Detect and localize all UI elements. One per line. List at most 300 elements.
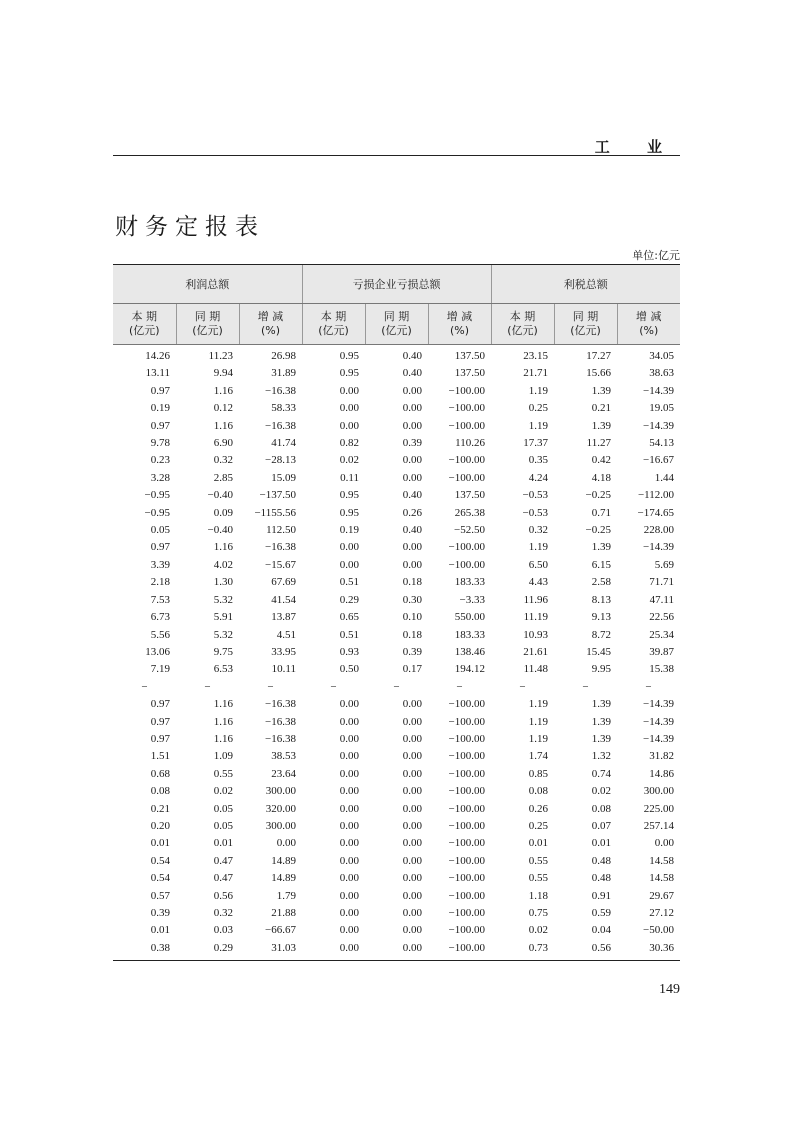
column-header-unit: (亿元) xyxy=(507,324,538,337)
table-cell: 5.56 xyxy=(150,628,170,641)
table-cell: −100.00 xyxy=(448,907,486,919)
table-cell: 1.19 xyxy=(528,419,549,432)
table-cell: 58.33 xyxy=(271,402,296,415)
table-cell: 0.03 xyxy=(213,924,233,937)
table-cell: 0.00 xyxy=(339,750,359,763)
table-cell: 23.64 xyxy=(271,767,296,780)
table-cell: 137.50 xyxy=(454,489,486,502)
table-row xyxy=(113,888,680,905)
table-cell: −16.38 xyxy=(265,698,296,711)
table-cell: 0.95 xyxy=(339,350,359,362)
table-cell: 0.30 xyxy=(402,593,422,606)
table-cell: 0.95 xyxy=(339,489,359,502)
table-cell: −100.00 xyxy=(428,940,491,961)
table-cell: 0.73 xyxy=(491,940,554,961)
table-cell: 0.01 xyxy=(591,837,612,850)
table-cell: 0.40 xyxy=(402,350,422,362)
table-cell: 300.00 xyxy=(265,785,296,798)
sub-header-row xyxy=(113,304,680,345)
table-cell: 0.57 xyxy=(150,889,170,902)
table-cell: 0.00 xyxy=(339,907,359,919)
table-cell: 1.39 xyxy=(591,715,612,728)
table-cell: 0.93 xyxy=(339,645,359,658)
table-cell: 265.38 xyxy=(454,506,486,519)
table-cell: 2.18 xyxy=(150,576,170,589)
table-row xyxy=(113,870,680,887)
table-cell: −14.39 xyxy=(643,732,675,745)
table-cell: 1.39 xyxy=(591,541,612,554)
table-cell: 41.74 xyxy=(271,437,296,450)
column-header-label: 本 期 xyxy=(509,310,536,323)
table-cell: 0.00 xyxy=(302,940,365,961)
table-row xyxy=(113,365,680,382)
table-cell: 0.51 xyxy=(339,628,359,641)
table-cell: −0.40 xyxy=(207,524,233,537)
table-row xyxy=(113,922,680,939)
table-cell: 0.00 xyxy=(339,819,359,832)
column-header-label: 同 期 xyxy=(383,310,410,323)
table-cell: 14.58 xyxy=(649,854,675,867)
table-cell: 0.54 xyxy=(150,872,170,885)
table-cell: 1.16 xyxy=(213,419,233,432)
table-cell: 0.05 xyxy=(213,802,233,815)
table-cell: 0.00 xyxy=(402,907,422,919)
table-row xyxy=(113,470,680,487)
table-cell: 0.07 xyxy=(591,819,612,832)
table-row xyxy=(113,818,680,835)
table-cell: 0.32 xyxy=(213,454,233,467)
table-cell: 225.00 xyxy=(643,802,675,815)
table-cell: 0.00 xyxy=(402,872,422,885)
table-row xyxy=(113,661,680,678)
column-header-unit: (亿元) xyxy=(381,324,412,337)
table-cell: 0.97 xyxy=(150,732,170,745)
table-cell: 14.89 xyxy=(271,872,296,885)
table-cell: 0.00 xyxy=(339,698,359,711)
table-cell: 3.39 xyxy=(150,558,170,571)
table-cell: 1.39 xyxy=(591,419,612,432)
column-header xyxy=(176,304,239,345)
table-row xyxy=(113,853,680,870)
group-header-row xyxy=(113,265,680,304)
table-cell: 5.32 xyxy=(213,628,233,641)
table-cell: −100.00 xyxy=(448,715,486,728)
table-cell: 112.50 xyxy=(266,524,296,537)
table-cell: 14.58 xyxy=(649,872,675,885)
table-cell: 6.50 xyxy=(528,558,549,571)
table-cell: 0.00 xyxy=(402,402,422,415)
table-cell: 14.89 xyxy=(271,854,296,867)
table-cell: −14.39 xyxy=(643,419,675,432)
header-rule xyxy=(113,155,680,156)
table-cell: 0.38 xyxy=(113,940,176,961)
table-cell: 25.34 xyxy=(649,628,675,641)
table-cell: 10.93 xyxy=(523,628,549,641)
column-header xyxy=(302,304,365,345)
table-cell: 21.71 xyxy=(523,367,549,380)
table-cell: 1.19 xyxy=(528,732,549,745)
table-cell: 0.00 xyxy=(402,854,422,867)
table-cell: −14.39 xyxy=(643,384,675,397)
table-cell: −100.00 xyxy=(448,889,486,902)
table-cell: 0.00 xyxy=(339,837,359,850)
table-cell: −15.67 xyxy=(265,558,296,571)
table-cell: 6.73 xyxy=(150,611,170,624)
table-row xyxy=(113,418,680,435)
table-cell: 0.20 xyxy=(150,819,170,832)
table-cell: −0.53 xyxy=(522,506,549,519)
table-cell: 0.00 xyxy=(654,837,675,850)
table-cell: 0.00 xyxy=(365,940,428,961)
column-header xyxy=(554,304,617,345)
table-row xyxy=(113,539,680,556)
table-cell: 21.61 xyxy=(523,645,549,658)
table-cell: 1.19 xyxy=(528,698,549,711)
table-cell: 67.69 xyxy=(271,576,296,589)
column-header xyxy=(113,304,176,345)
table-cell: − xyxy=(456,680,463,693)
table-cell: 0.02 xyxy=(591,785,612,798)
table-cell: 1.19 xyxy=(528,715,549,728)
table-cell: − xyxy=(204,680,211,693)
table-cell: 4.51 xyxy=(276,628,296,641)
table-cell: −16.38 xyxy=(265,419,296,432)
table-cell: −100.00 xyxy=(448,767,486,780)
table-cell: −3.33 xyxy=(459,593,486,606)
table-cell: 11.23 xyxy=(208,350,233,362)
table-cell: − xyxy=(645,680,652,693)
table-cell: 0.21 xyxy=(591,402,612,415)
table-cell: −100.00 xyxy=(448,732,486,745)
table-cell: 0.74 xyxy=(591,767,612,780)
column-header xyxy=(239,304,302,345)
table-cell: 26.98 xyxy=(271,350,296,362)
table-cell: −0.40 xyxy=(207,489,233,502)
column-header xyxy=(617,304,680,345)
table-cell: 0.00 xyxy=(402,541,422,554)
table-cell: 1.30 xyxy=(213,576,233,589)
table-cell: 10.11 xyxy=(271,663,296,676)
table-cell: 7.53 xyxy=(150,593,170,606)
table-cell: 1.19 xyxy=(528,384,549,397)
table-cell: 0.00 xyxy=(339,384,359,397)
page-title: 财务定报表 xyxy=(115,214,265,241)
table-row xyxy=(113,383,680,400)
table-cell: 0.55 xyxy=(528,854,549,867)
table-cell: 0.00 xyxy=(402,767,422,780)
table-cell: 0.00 xyxy=(402,419,422,432)
table-cell: 0.01 xyxy=(213,837,233,850)
table-cell: 0.00 xyxy=(402,384,422,397)
table-cell: 0.39 xyxy=(150,907,170,919)
column-header xyxy=(365,304,428,345)
table-cell: −100.00 xyxy=(448,750,486,763)
table-row xyxy=(113,679,680,696)
table-cell: 0.97 xyxy=(150,715,170,728)
table-cell: 5.91 xyxy=(213,611,233,624)
table-cell: 0.00 xyxy=(402,924,422,937)
table-cell: 1.16 xyxy=(213,384,233,397)
table-row xyxy=(113,783,680,800)
table-cell: 0.25 xyxy=(528,402,549,415)
table-cell: 4.18 xyxy=(591,471,612,484)
table-cell: −100.00 xyxy=(448,802,486,815)
table-cell: 0.54 xyxy=(150,854,170,867)
table-row xyxy=(113,940,680,961)
table-cell: −16.38 xyxy=(265,732,296,745)
table-cell: 138.46 xyxy=(454,645,486,658)
table-cell: 1.44 xyxy=(654,471,675,484)
table-row xyxy=(113,696,680,713)
table-cell: 0.19 xyxy=(339,524,359,537)
column-header-unit: (%) xyxy=(449,324,470,337)
table-cell: 0.00 xyxy=(402,889,422,902)
table-cell: 0.55 xyxy=(213,767,233,780)
table-cell: − xyxy=(519,680,526,693)
table-cell: 0.97 xyxy=(150,541,170,554)
group-header: 利润总额 xyxy=(113,265,302,304)
table-cell: 0.02 xyxy=(528,924,549,937)
table-cell: −16.38 xyxy=(265,541,296,554)
table-cell: 0.85 xyxy=(528,767,549,780)
column-header-unit: (亿元) xyxy=(192,324,223,337)
table-cell: 15.09 xyxy=(271,471,296,484)
table-cell: 0.56 xyxy=(554,940,617,961)
table-cell: − xyxy=(267,680,274,693)
table-cell: 1.39 xyxy=(591,732,612,745)
table-cell: 0.71 xyxy=(591,506,612,519)
table-cell: 2.58 xyxy=(591,576,612,589)
table-cell: 300.00 xyxy=(265,819,296,832)
table-cell: 0.05 xyxy=(213,819,233,832)
table-cell: 0.05 xyxy=(150,524,170,537)
table-cell: 0.00 xyxy=(339,541,359,554)
table-cell: 0.91 xyxy=(591,889,612,902)
table-cell: 22.56 xyxy=(649,611,675,624)
table-cell: 3.28 xyxy=(150,471,170,484)
table-cell: 0.00 xyxy=(402,819,422,832)
table-row xyxy=(113,435,680,452)
table-cell: 0.21 xyxy=(150,802,170,815)
table-cell: 17.37 xyxy=(523,437,549,450)
table-cell: 21.88 xyxy=(271,907,296,919)
table-cell: 0.00 xyxy=(339,419,359,432)
table-cell: 0.08 xyxy=(591,802,612,815)
table-cell: 0.00 xyxy=(402,837,422,850)
table-cell: 0.12 xyxy=(213,402,233,415)
table-row xyxy=(113,714,680,731)
table-cell: 31.03 xyxy=(239,940,302,961)
table-cell: 0.00 xyxy=(339,854,359,867)
table-cell: 183.33 xyxy=(454,628,486,641)
table-row xyxy=(113,400,680,417)
table-row xyxy=(113,627,680,644)
table-cell: 0.47 xyxy=(213,872,233,885)
table-cell: 0.97 xyxy=(150,698,170,711)
table-cell: 0.00 xyxy=(339,715,359,728)
table-cell: −100.00 xyxy=(448,785,486,798)
table-row xyxy=(113,609,680,626)
table-row xyxy=(113,505,680,522)
table-cell: 6.15 xyxy=(591,558,612,571)
table-cell: 0.11 xyxy=(340,471,359,484)
table-cell: 4.24 xyxy=(528,471,549,484)
table-cell: 1.74 xyxy=(528,750,549,763)
table-cell: −100.00 xyxy=(448,837,486,850)
table-cell: −100.00 xyxy=(448,471,486,484)
table-cell: 0.82 xyxy=(339,437,359,450)
table-cell: 257.14 xyxy=(643,819,675,832)
table-cell: 6.53 xyxy=(213,663,233,676)
table-cell: −100.00 xyxy=(448,419,486,432)
table-cell: 0.17 xyxy=(402,663,422,676)
table-cell: 9.94 xyxy=(213,367,233,380)
table-cell: 29.67 xyxy=(649,889,675,902)
table-cell: 9.95 xyxy=(591,663,612,676)
table-cell: 0.55 xyxy=(528,872,549,885)
table-cell: 183.33 xyxy=(454,576,486,589)
table-cell: 0.26 xyxy=(402,506,422,519)
table-cell: 31.89 xyxy=(271,367,296,380)
table-row xyxy=(113,748,680,765)
table-cell: 228.00 xyxy=(643,524,675,537)
financial-report-table xyxy=(113,264,680,961)
table-cell: −1155.56 xyxy=(254,506,296,519)
table-cell: 39.87 xyxy=(649,645,675,658)
table-cell: 0.50 xyxy=(339,663,359,676)
table-cell: 14.86 xyxy=(649,767,675,780)
table-cell: 0.00 xyxy=(339,785,359,798)
table-cell: −50.00 xyxy=(643,924,675,937)
table-cell: 11.27 xyxy=(586,437,612,450)
table-cell: 0.00 xyxy=(339,767,359,780)
column-header-label: 本 期 xyxy=(131,310,157,323)
table-cell: 1.16 xyxy=(213,698,233,711)
table-cell: −137.50 xyxy=(259,489,296,502)
table-cell: 1.16 xyxy=(213,732,233,745)
column-header-label: 同 期 xyxy=(572,310,599,323)
table-cell: 1.19 xyxy=(528,541,549,554)
table-row xyxy=(113,592,680,609)
table-row xyxy=(113,835,680,852)
table-cell: 0.68 xyxy=(150,767,170,780)
table-cell: −100.00 xyxy=(448,872,486,885)
table-cell: 0.00 xyxy=(339,802,359,815)
table-cell: 194.12 xyxy=(454,663,486,676)
table-row xyxy=(113,345,680,366)
table-cell: 11.96 xyxy=(523,593,549,606)
table-cell: −0.95 xyxy=(144,506,170,519)
table-row xyxy=(113,766,680,783)
column-header xyxy=(491,304,554,345)
table-cell: 41.54 xyxy=(271,593,296,606)
table-cell: 47.11 xyxy=(649,593,675,606)
table-cell: 0.00 xyxy=(339,732,359,745)
table-cell: −0.25 xyxy=(585,489,612,502)
table-cell: 2.85 xyxy=(213,471,233,484)
table-cell: 0.48 xyxy=(591,872,612,885)
table-row xyxy=(113,801,680,818)
table-row xyxy=(113,644,680,661)
table-cell: 550.00 xyxy=(454,611,486,624)
table-cell: 6.90 xyxy=(213,437,233,450)
table-cell: 0.01 xyxy=(528,837,549,850)
table-cell: 1.18 xyxy=(528,889,549,902)
table-cell: 0.18 xyxy=(402,628,422,641)
table-cell: 0.95 xyxy=(339,367,359,380)
table-cell: 17.27 xyxy=(586,350,612,362)
table-cell: 0.00 xyxy=(402,698,422,711)
table-cell: 0.95 xyxy=(339,506,359,519)
column-header-unit: (亿元) xyxy=(318,324,349,337)
table-cell: 0.48 xyxy=(591,854,612,867)
table-cell: − xyxy=(141,680,148,693)
column-header xyxy=(428,304,491,345)
table-cell: 0.75 xyxy=(528,907,549,919)
table-cell: 30.36 xyxy=(617,940,680,961)
table-row xyxy=(113,487,680,504)
table-cell: 7.19 xyxy=(150,663,170,676)
table-cell: 9.13 xyxy=(591,611,612,624)
table-cell: 11.19 xyxy=(523,611,549,624)
table-cell: 0.08 xyxy=(528,785,549,798)
table-cell: 0.47 xyxy=(213,854,233,867)
table-cell: 0.00 xyxy=(339,402,359,415)
table-cell: 0.00 xyxy=(402,558,422,571)
column-header-unit: (亿元) xyxy=(570,324,601,337)
table-cell: 0.23 xyxy=(150,454,170,467)
table-cell: −100.00 xyxy=(448,454,486,467)
table-cell: 9.78 xyxy=(150,437,170,450)
table-cell: 1.16 xyxy=(213,715,233,728)
table-cell: 0.97 xyxy=(150,419,170,432)
table-cell: 0.00 xyxy=(402,454,422,467)
table-cell: 4.02 xyxy=(213,558,233,571)
table-cell: 13.87 xyxy=(271,611,296,624)
table-cell: 15.66 xyxy=(586,367,612,380)
table-cell: 0.35 xyxy=(528,454,549,467)
table-cell: 9.75 xyxy=(213,645,233,658)
table-cell: −16.67 xyxy=(643,454,675,467)
group-header: 亏损企业亏损总额 xyxy=(302,265,491,304)
table-row xyxy=(113,557,680,574)
table-cell: 0.00 xyxy=(402,750,422,763)
table-cell: 11.48 xyxy=(523,663,549,676)
table-cell: −16.38 xyxy=(265,715,296,728)
table-cell: 0.39 xyxy=(402,437,422,450)
table-cell: − xyxy=(393,680,400,693)
column-header-label: 增 减 xyxy=(636,310,662,323)
table-cell: 34.05 xyxy=(649,350,675,362)
table-cell: −100.00 xyxy=(448,558,486,571)
table-cell: 0.29 xyxy=(339,593,359,606)
table-cell: 0.00 xyxy=(276,837,296,850)
table-cell: 0.02 xyxy=(339,454,359,467)
column-header-unit: (%) xyxy=(260,324,281,337)
table-cell: 54.13 xyxy=(649,437,675,450)
table-cell: −100.00 xyxy=(448,698,486,711)
table-cell: 13.06 xyxy=(145,645,170,658)
table-cell: 0.00 xyxy=(339,889,359,902)
table-cell: 5.69 xyxy=(654,558,675,571)
table-cell: 0.01 xyxy=(150,924,170,937)
table-cell: −100.00 xyxy=(448,384,486,397)
table-cell: 1.79 xyxy=(276,889,296,902)
table-cell: 15.38 xyxy=(649,663,675,676)
table-cell: 0.00 xyxy=(339,872,359,885)
table-cell: 0.59 xyxy=(591,907,612,919)
table-cell: −0.95 xyxy=(144,489,170,502)
